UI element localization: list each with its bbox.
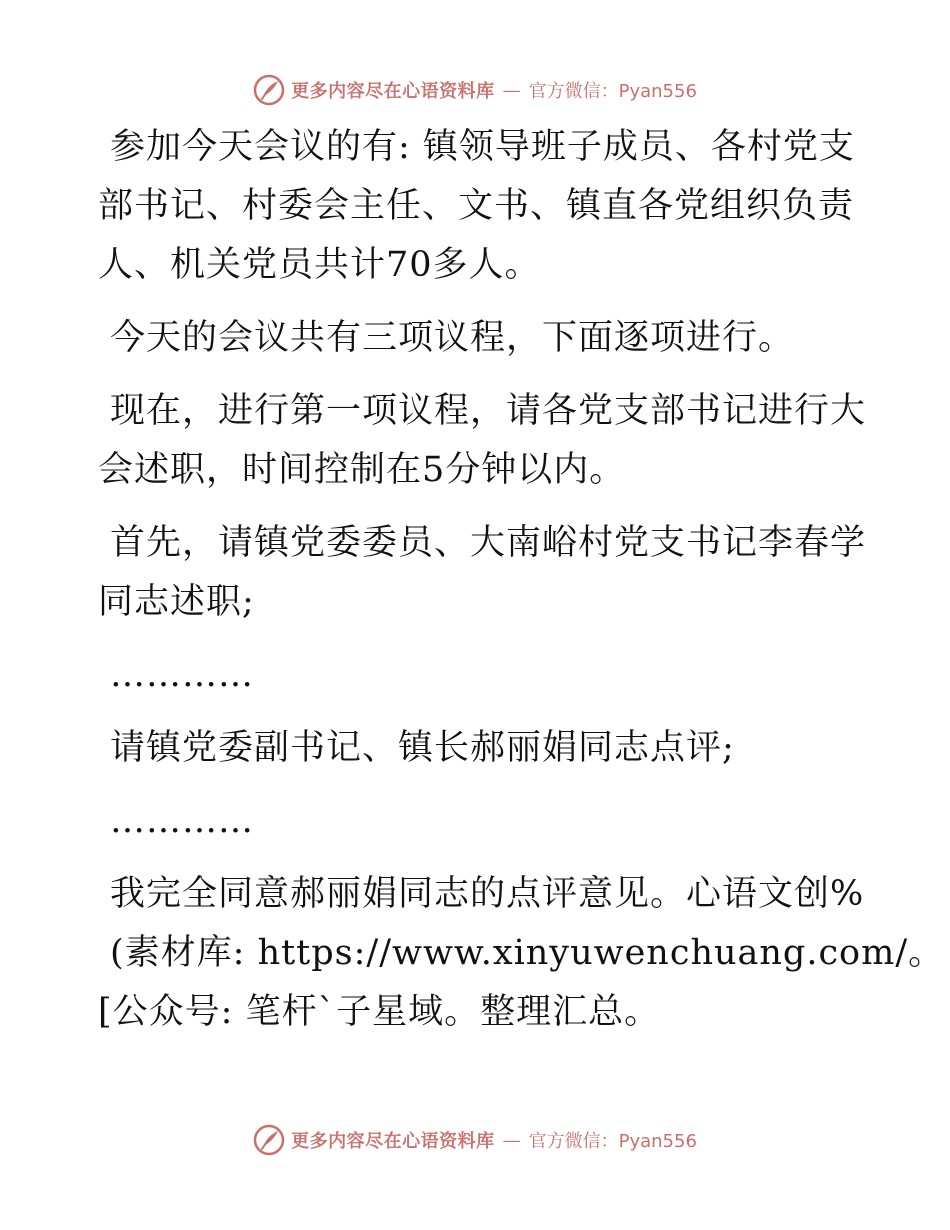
paragraph-attendees: [98, 118, 855, 295]
paragraph-first-item: [98, 382, 867, 500]
text-line: 首先，请镇党委委员、大南峪村党支书记李春学: [110, 523, 867, 563]
banner-dash: —: [502, 79, 521, 101]
text-line: 部书记、村委会主任、文书、镇直各党组织负责: [98, 186, 855, 226]
text-line: 我完全同意郝丽娟同志的点评意见。心语文创%: [110, 874, 865, 914]
document-body: [98, 118, 945, 1056]
header-banner-inner: [253, 74, 697, 106]
header-banner: [0, 70, 950, 110]
paragraph-agenda: [98, 309, 838, 368]
text-line: …………: [110, 801, 254, 841]
text-line: 今天的会议共有三项议程，下面逐项进行。: [110, 318, 795, 358]
text-line: 现在，进行第一项议程，请各党支部书记进行大: [110, 391, 867, 431]
paragraph-conclusion: [98, 865, 945, 1042]
text-line: …………: [110, 655, 254, 695]
paragraph-ellipsis: [98, 646, 838, 705]
feather-pen-logo-icon: [253, 74, 285, 106]
footer-banner-inner: [253, 1124, 697, 1156]
banner-contact: 官方微信：Pyan556: [528, 1131, 697, 1152]
text-line: 会述职，时间控制在5分钟以内。: [98, 450, 626, 490]
feather-pen-logo-icon: [253, 1124, 285, 1156]
paragraph-ellipsis: [98, 792, 838, 851]
footer-banner: [0, 1120, 950, 1160]
banner-main-text: 更多内容尽在心语资料库: [291, 81, 495, 102]
text-line: 请镇党委副书记、镇长郝丽娟同志点评;: [110, 728, 735, 768]
paragraph-comment: [98, 719, 838, 778]
text-line: (素材库: https://www.xinyuwenchuang.com/。: [110, 933, 945, 973]
banner-main-text: 更多内容尽在心语资料库: [291, 1131, 495, 1152]
text-line: 人、机关党员共计70多人。: [98, 245, 541, 285]
text-line: 同志述职;: [98, 582, 255, 622]
paragraph-first-speaker: [98, 514, 867, 632]
text-line: 参加今天会议的有: 镇领导班子成员、各村党支: [110, 127, 855, 167]
text-line: [公众号: 笔杆`子星域。整理汇总。: [98, 992, 661, 1032]
banner-dash: —: [502, 1129, 521, 1151]
banner-contact: 官方微信：Pyan556: [528, 81, 697, 102]
